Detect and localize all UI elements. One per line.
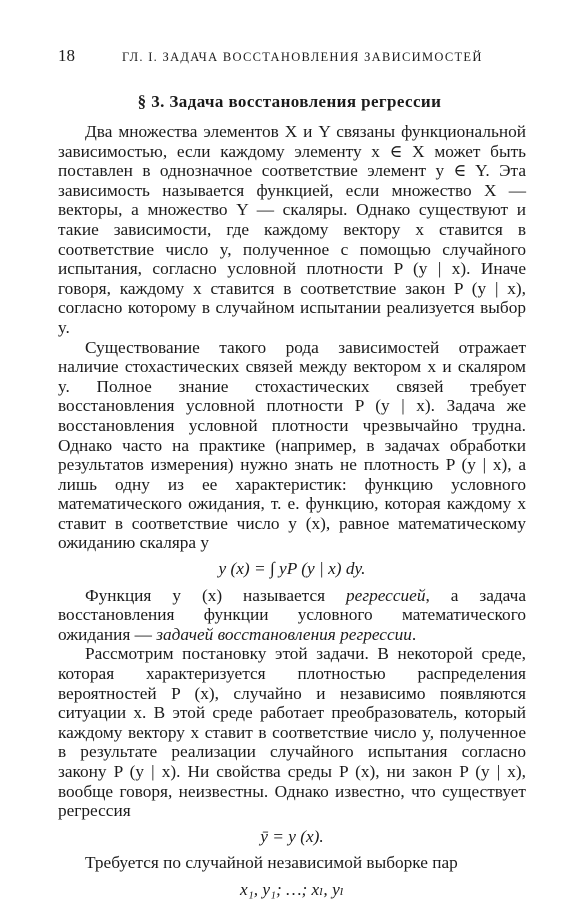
term-regression-task: задачей восстановления регрессии [156, 624, 412, 644]
section-title: § 3. Задача восстановления регрессии [137, 92, 442, 111]
paragraph-4: Рассмотрим постановку этой задачи. В некоторой среде, которая характеризуется плотностью распределения вероятностей P (x), случайно и независимо появляются ситуации x. В этой среде работает преобразователь, который каждому вектору x ставит в соответствие число y, полученное в результате реализации случайного испытания согласно закону P (y | x). Ни свойства среды P (x), ни закон P (y | x), вообще говоря, неизвестны. Однако известно, что существует регрессия [58, 644, 526, 821]
page-number: 18 [58, 46, 75, 65]
body-text [58, 122, 526, 905]
paragraph-5: Требуется по случайной независимой выборке пар [85, 853, 458, 873]
term-regression: регрессией [346, 585, 426, 605]
paragraph-2: Существование такого рода зависимостей отражает наличие стохастических связей между вектором x и скаляром y. Полное знание стохастических связей требует восстановления условной плотности P (y | x). Задача же восстановления условной плотности чрезвычайно трудна. Однако часто на практике (например, в задачах обработки результатов измерения) нужно знать не плотность P (y | x), а лишь одну из ее характеристик: функцию условного математического ожидания, т. е. функцию, которая каждому x ставит в соответствие число y (x), равное математическому ожиданию скаляра y [58, 337, 526, 553]
paragraph-3-mid: , а задача восстановления функции условного математического ожидания — [58, 585, 527, 644]
page-header [58, 46, 519, 68]
paragraph-3-start: Функция y (x) называется [85, 585, 347, 605]
running-head: ГЛ. I. ЗАДАЧА ВОССТАНОВЛЕНИЯ ЗАВИСИМОСТЕЙ [122, 50, 483, 64]
formula-regression-integral: y (x) = ∫ yP (y | x) dy. [218, 559, 366, 579]
formula-regression-equality: ȳ = y (x). [260, 826, 324, 846]
paragraph-3 [58, 586, 526, 645]
paragraph-3-end: . [411, 624, 417, 644]
formula-sample-pairs: x₁, y₁; …; xₗ, yₗ [240, 879, 344, 899]
paragraph-1: Два множества элементов X и Y связаны функциональной зависимостью, если каждому элементу x ∈ X может быть поставлен в однозначное соответствие элемент y ∈ Y. Эта зависимость называется функцией, если множество X — векторы, а множество Y — скаляры. Однако существуют и такие зависимости, где каждому вектору x ставится в соответствие число y, полученное с помощью случайного испытания, согласно условной плотности P (y | x). Иначе говоря, каждому x ставится в соответствие закон P (y | x), согласно которому в случайном испытании реализуется выбор y. [58, 122, 526, 337]
